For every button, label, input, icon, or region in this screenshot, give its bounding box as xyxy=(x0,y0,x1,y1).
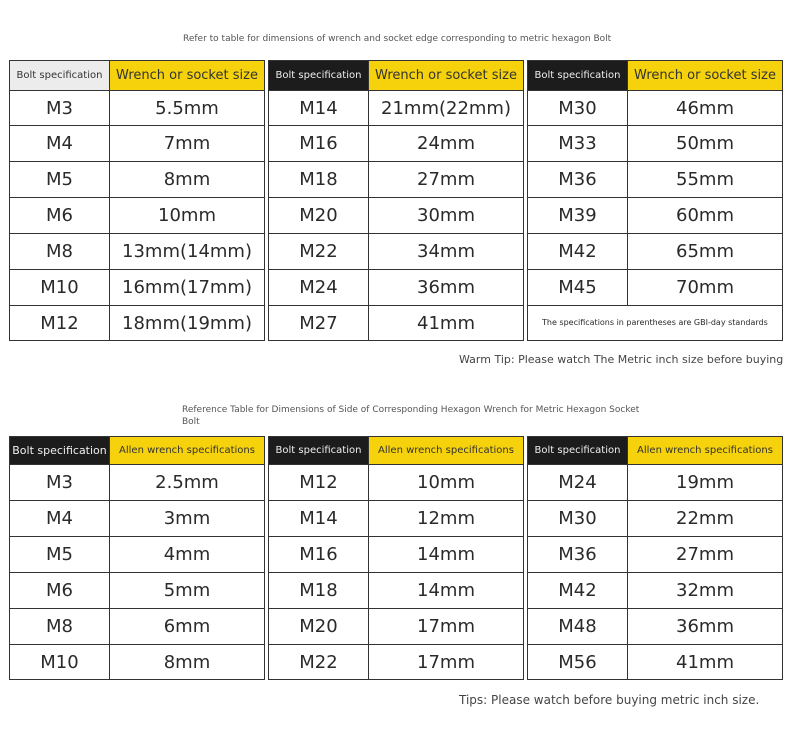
size-cell: 19mm xyxy=(628,465,783,501)
size-cell: 2.5mm xyxy=(110,465,265,501)
bolt-cell: M12 xyxy=(10,306,110,341)
section2-caption: Reference Table for Dimensions of Side of Corresponding Hexagon Wrench for Metric Hexagon Socket Bolt xyxy=(182,405,640,427)
size-cell: 5.5mm xyxy=(110,91,265,126)
bolt-cell: M22 xyxy=(269,645,369,680)
size-cell: 36mm xyxy=(628,609,783,645)
size-cell: 41mm xyxy=(628,645,783,680)
bolt-cell: M36 xyxy=(528,537,628,573)
size-cell: 5mm xyxy=(110,573,265,609)
size-cell: 30mm xyxy=(369,198,524,234)
bolt-cell: M30 xyxy=(528,501,628,537)
bolt-cell: M5 xyxy=(10,162,110,198)
size-cell: 24mm xyxy=(369,126,524,162)
bolt-cell: M3 xyxy=(10,91,110,126)
bolt-cell: M8 xyxy=(10,234,110,270)
size-cell: 21mm(22mm) xyxy=(369,91,524,126)
size-cell: 3mm xyxy=(110,501,265,537)
size-cell: 41mm xyxy=(369,306,524,341)
size-cell: 13mm(14mm) xyxy=(110,234,265,270)
allen-size-table-2 xyxy=(268,436,524,680)
bolt-cell: M8 xyxy=(10,609,110,645)
bolt-spec-header: Bolt specification xyxy=(10,437,110,465)
size-cell: 34mm xyxy=(369,234,524,270)
size-cell: 17mm xyxy=(369,645,524,680)
bolt-cell: M33 xyxy=(528,126,628,162)
size-cell: 7mm xyxy=(110,126,265,162)
bolt-cell: M10 xyxy=(10,270,110,306)
wrench-size-header: Wrench or socket size xyxy=(369,61,524,91)
size-cell: 10mm xyxy=(110,198,265,234)
size-cell: 50mm xyxy=(628,126,783,162)
bolt-cell: M20 xyxy=(269,198,369,234)
bolt-cell: M48 xyxy=(528,609,628,645)
allen-spec-header: Allen wrench specifications xyxy=(369,437,524,465)
size-cell: 27mm xyxy=(369,162,524,198)
wrench-size-table-1 xyxy=(9,60,265,341)
parentheses-note: The specifications in parentheses are GBI-day standards xyxy=(528,306,783,341)
wrench-size-table-3 xyxy=(527,60,783,341)
bolt-cell: M30 xyxy=(528,91,628,126)
bolt-spec-header: Bolt specification xyxy=(528,61,628,91)
bolt-cell: M18 xyxy=(269,162,369,198)
size-cell: 17mm xyxy=(369,609,524,645)
bolt-cell: M4 xyxy=(10,501,110,537)
bolt-cell: M12 xyxy=(269,465,369,501)
size-cell: 14mm xyxy=(369,573,524,609)
bolt-spec-header: Bolt specification xyxy=(269,437,369,465)
size-cell: 10mm xyxy=(369,465,524,501)
bolt-cell: M27 xyxy=(269,306,369,341)
bolt-cell: M6 xyxy=(10,573,110,609)
bolt-cell: M16 xyxy=(269,537,369,573)
bolt-cell: M24 xyxy=(528,465,628,501)
size-cell: 8mm xyxy=(110,162,265,198)
size-cell: 46mm xyxy=(628,91,783,126)
bolt-cell: M5 xyxy=(10,537,110,573)
bolt-cell: M36 xyxy=(528,162,628,198)
size-cell: 22mm xyxy=(628,501,783,537)
bolt-cell: M14 xyxy=(269,501,369,537)
bolt-cell: M20 xyxy=(269,609,369,645)
bolt-cell: M16 xyxy=(269,126,369,162)
buying-tip: Tips: Please watch before buying metric inch size. xyxy=(459,693,760,707)
allen-size-table-3 xyxy=(527,436,783,680)
size-cell: 12mm xyxy=(369,501,524,537)
bolt-cell: M14 xyxy=(269,91,369,126)
bolt-spec-header: Bolt specification xyxy=(528,437,628,465)
allen-spec-header: Allen wrench specifications xyxy=(628,437,783,465)
allen-size-table-1 xyxy=(9,436,265,680)
bolt-spec-header: Bolt specification xyxy=(10,61,110,91)
wrench-size-header: Wrench or socket size xyxy=(110,61,265,91)
size-cell: 6mm xyxy=(110,609,265,645)
allen-spec-header: Allen wrench specifications xyxy=(110,437,265,465)
size-cell: 65mm xyxy=(628,234,783,270)
size-cell: 55mm xyxy=(628,162,783,198)
warm-tip: Warm Tip: Please watch The Metric inch size before buying xyxy=(459,353,784,366)
size-cell: 8mm xyxy=(110,645,265,680)
wrench-size-table-2 xyxy=(268,60,524,341)
size-cell: 14mm xyxy=(369,537,524,573)
size-cell: 70mm xyxy=(628,270,783,306)
bolt-cell: M10 xyxy=(10,645,110,680)
size-cell: 18mm(19mm) xyxy=(110,306,265,341)
size-cell: 32mm xyxy=(628,573,783,609)
wrench-size-header: Wrench or socket size xyxy=(628,61,783,91)
bolt-cell: M45 xyxy=(528,270,628,306)
section1-caption: Refer to table for dimensions of wrench and socket edge corresponding to metric hexagon Bolt xyxy=(183,34,612,44)
bolt-cell: M42 xyxy=(528,234,628,270)
bolt-cell: M22 xyxy=(269,234,369,270)
size-cell: 4mm xyxy=(110,537,265,573)
bolt-cell: M6 xyxy=(10,198,110,234)
size-cell: 60mm xyxy=(628,198,783,234)
bolt-cell: M42 xyxy=(528,573,628,609)
bolt-cell: M4 xyxy=(10,126,110,162)
size-cell: 36mm xyxy=(369,270,524,306)
bolt-spec-header: Bolt specification xyxy=(269,61,369,91)
bolt-cell: M3 xyxy=(10,465,110,501)
bolt-cell: M56 xyxy=(528,645,628,680)
size-cell: 27mm xyxy=(628,537,783,573)
size-cell: 16mm(17mm) xyxy=(110,270,265,306)
bolt-cell: M39 xyxy=(528,198,628,234)
bolt-cell: M24 xyxy=(269,270,369,306)
bolt-cell: M18 xyxy=(269,573,369,609)
